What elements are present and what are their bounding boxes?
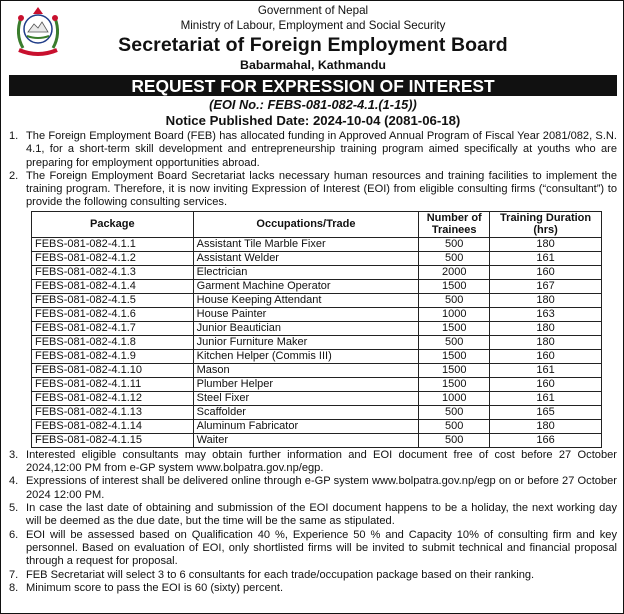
table-row bbox=[32, 405, 602, 419]
duration-cell: 161 bbox=[490, 251, 602, 265]
trainees-cell: 2000 bbox=[419, 265, 490, 279]
point-2 bbox=[9, 170, 617, 210]
package-cell: FEBS-081-082-4.1.15 bbox=[32, 433, 194, 447]
package-cell: FEBS-081-082-4.1.14 bbox=[32, 419, 194, 433]
duration-cell: 160 bbox=[490, 349, 602, 363]
point-1 bbox=[9, 130, 617, 170]
duration-cell: 165 bbox=[490, 405, 602, 419]
package-cell: FEBS-081-082-4.1.9 bbox=[32, 349, 194, 363]
point-number: 2. bbox=[9, 169, 19, 182]
point-number: 1. bbox=[9, 129, 19, 142]
bottom-points bbox=[9, 449, 617, 595]
point-8 bbox=[9, 582, 617, 595]
point-number: 4. bbox=[9, 475, 19, 488]
package-cell: FEBS-081-082-4.1.12 bbox=[32, 391, 194, 405]
point-text: Minimum score to pass the EOI is 60 (sixty) percent. bbox=[26, 581, 284, 594]
point-number: 7. bbox=[9, 568, 19, 581]
table-header-row bbox=[32, 211, 602, 237]
duration-cell: 180 bbox=[490, 419, 602, 433]
occupation-cell: House Keeping Attendant bbox=[193, 293, 419, 307]
point-text: Expressions of interest shall be delivered online through e-GP system www.bolpatra.gov.np/egp on or before 27 October 2024 12:00 PM. bbox=[26, 475, 617, 501]
trainees-cell: 1500 bbox=[419, 363, 490, 377]
point-number: 3. bbox=[9, 448, 19, 461]
table-row bbox=[32, 377, 602, 391]
trainees-cell: 500 bbox=[419, 237, 490, 251]
government-line: Government of Nepal bbox=[257, 4, 369, 17]
duration-cell: 160 bbox=[490, 265, 602, 279]
occupation-cell: Mason bbox=[193, 363, 419, 377]
point-7 bbox=[9, 569, 617, 582]
table-row bbox=[32, 279, 602, 293]
trainees-cell: 500 bbox=[419, 433, 490, 447]
header-trainees: Number of Trainees bbox=[419, 211, 490, 237]
point-number: 5. bbox=[9, 502, 19, 515]
trainees-cell: 1000 bbox=[419, 391, 490, 405]
trainees-cell: 500 bbox=[419, 293, 490, 307]
occupation-cell: Scaffolder bbox=[193, 405, 419, 419]
trainees-cell: 500 bbox=[419, 251, 490, 265]
nepal-emblem-icon bbox=[9, 4, 67, 58]
point-text: FEB Secretariat will select 3 to 6 consultants for each trade/occupation package based on their ranking. bbox=[26, 568, 535, 581]
occupation-cell: Waiter bbox=[193, 433, 419, 447]
package-cell: FEBS-081-082-4.1.3 bbox=[32, 265, 194, 279]
trainees-cell: 500 bbox=[419, 335, 490, 349]
package-cell: FEBS-081-082-4.1.2 bbox=[32, 251, 194, 265]
header-duration: Training Duration (hrs) bbox=[490, 211, 602, 237]
point-number: 8. bbox=[9, 581, 19, 594]
point-3 bbox=[9, 449, 617, 476]
duration-cell: 166 bbox=[490, 433, 602, 447]
point-4 bbox=[9, 475, 617, 502]
table-row bbox=[32, 251, 602, 265]
occupation-cell: Steel Fixer bbox=[193, 391, 419, 405]
package-cell: FEBS-081-082-4.1.5 bbox=[32, 293, 194, 307]
package-cell: FEBS-081-082-4.1.6 bbox=[32, 307, 194, 321]
table-row bbox=[32, 433, 602, 447]
duration-cell: 167 bbox=[490, 279, 602, 293]
point-text: The Foreign Employment Board Secretariat lacks necessary human resources and training facilities to implement the training program. Therefore, it is now inviting Expression of Interest (EOI) from eligible consulting firms (“consultant”) to provide the following consulting services. bbox=[26, 169, 617, 209]
package-cell: FEBS-081-082-4.1.4 bbox=[32, 279, 194, 293]
occupation-cell: Assistant Tile Marble Fixer bbox=[193, 237, 419, 251]
point-text: EOI will be assessed based on Qualification 40 %, Experience 50 % and Capacity 10% of consulting firm and key personnel. Based on evaluation of EOI, only shortlisted firms will be invited to submit technical and financial proposal through a request for proposal. bbox=[26, 528, 617, 568]
ministry-line: Ministry of Labour, Employment and Social Security bbox=[180, 19, 446, 33]
point-text: The Foreign Employment Board (FEB) has allocated funding in Approved Annual Program of Fiscal Year 2081/082, S.N. 4.1, for a short-term skill development and entrepreneurship training program aimed specifically at youths who are preparing for employment opportunities abroad. bbox=[26, 129, 617, 169]
table-row bbox=[32, 349, 602, 363]
duration-cell: 180 bbox=[490, 293, 602, 307]
duration-cell: 180 bbox=[490, 335, 602, 349]
table-body bbox=[32, 237, 602, 447]
point-number: 6. bbox=[9, 528, 19, 541]
package-cell: FEBS-081-082-4.1.13 bbox=[32, 405, 194, 419]
table-row bbox=[32, 293, 602, 307]
package-cell: FEBS-081-082-4.1.10 bbox=[32, 363, 194, 377]
occupation-cell: Aluminum Fabricator bbox=[193, 419, 419, 433]
table-row bbox=[32, 363, 602, 377]
occupation-cell: Junior Beautician bbox=[193, 321, 419, 335]
occupation-cell: Junior Furniture Maker bbox=[193, 335, 419, 349]
duration-cell: 161 bbox=[490, 363, 602, 377]
trainees-cell: 1500 bbox=[419, 349, 490, 363]
packages-table bbox=[31, 211, 602, 448]
trainees-cell: 500 bbox=[419, 405, 490, 419]
notice-banner: REQUEST FOR EXPRESSION OF INTEREST bbox=[9, 75, 617, 96]
duration-cell: 180 bbox=[490, 321, 602, 335]
point-text: In case the last date of obtaining and submission of the EOI document happens to be a holiday, the next working day will be deemed as the due date, but the time will be the same as stipulated. bbox=[26, 502, 617, 528]
header-occupation: Occupations/Trade bbox=[193, 211, 419, 237]
package-cell: FEBS-081-082-4.1.11 bbox=[32, 377, 194, 391]
table-row bbox=[32, 307, 602, 321]
header-package: Package bbox=[32, 211, 194, 237]
occupation-cell: Plumber Helper bbox=[193, 377, 419, 391]
occupation-cell: Electrician bbox=[193, 265, 419, 279]
trainees-cell: 1500 bbox=[419, 377, 490, 391]
organization-title: Secretariat of Foreign Employment Board bbox=[118, 34, 508, 57]
package-cell: FEBS-081-082-4.1.1 bbox=[32, 237, 194, 251]
table-row bbox=[32, 391, 602, 405]
duration-cell: 180 bbox=[490, 237, 602, 251]
trainees-cell: 1500 bbox=[419, 321, 490, 335]
duration-cell: 160 bbox=[490, 377, 602, 391]
package-cell: FEBS-081-082-4.1.8 bbox=[32, 335, 194, 349]
occupation-cell: Kitchen Helper (Commis III) bbox=[193, 349, 419, 363]
trainees-cell: 500 bbox=[419, 419, 490, 433]
duration-cell: 163 bbox=[490, 307, 602, 321]
table-row bbox=[32, 265, 602, 279]
published-date: Notice Published Date: 2024-10-04 (2081-06-18) bbox=[165, 112, 461, 128]
duration-cell: 161 bbox=[490, 391, 602, 405]
package-cell: FEBS-081-082-4.1.7 bbox=[32, 321, 194, 335]
table-row bbox=[32, 335, 602, 349]
occupation-cell: House Painter bbox=[193, 307, 419, 321]
point-6 bbox=[9, 529, 617, 569]
occupation-cell: Garment Machine Operator bbox=[193, 279, 419, 293]
table-row bbox=[32, 321, 602, 335]
location-line: Babarmahal, Kathmandu bbox=[240, 57, 386, 72]
trainees-cell: 1500 bbox=[419, 279, 490, 293]
table-row bbox=[32, 237, 602, 251]
point-5 bbox=[9, 502, 617, 529]
table-row bbox=[32, 419, 602, 433]
occupation-cell: Assistant Welder bbox=[193, 251, 419, 265]
point-text: Interested eligible consultants may obtain further information and EOI document free of cost before 27 October 2024,12:00 PM from e-GP system www.bolpatra.gov.np/egp. bbox=[26, 448, 617, 475]
eoi-number: (EOI No.: FEBS-081-082-4.1.(1-15)) bbox=[209, 97, 417, 113]
trainees-cell: 1000 bbox=[419, 307, 490, 321]
